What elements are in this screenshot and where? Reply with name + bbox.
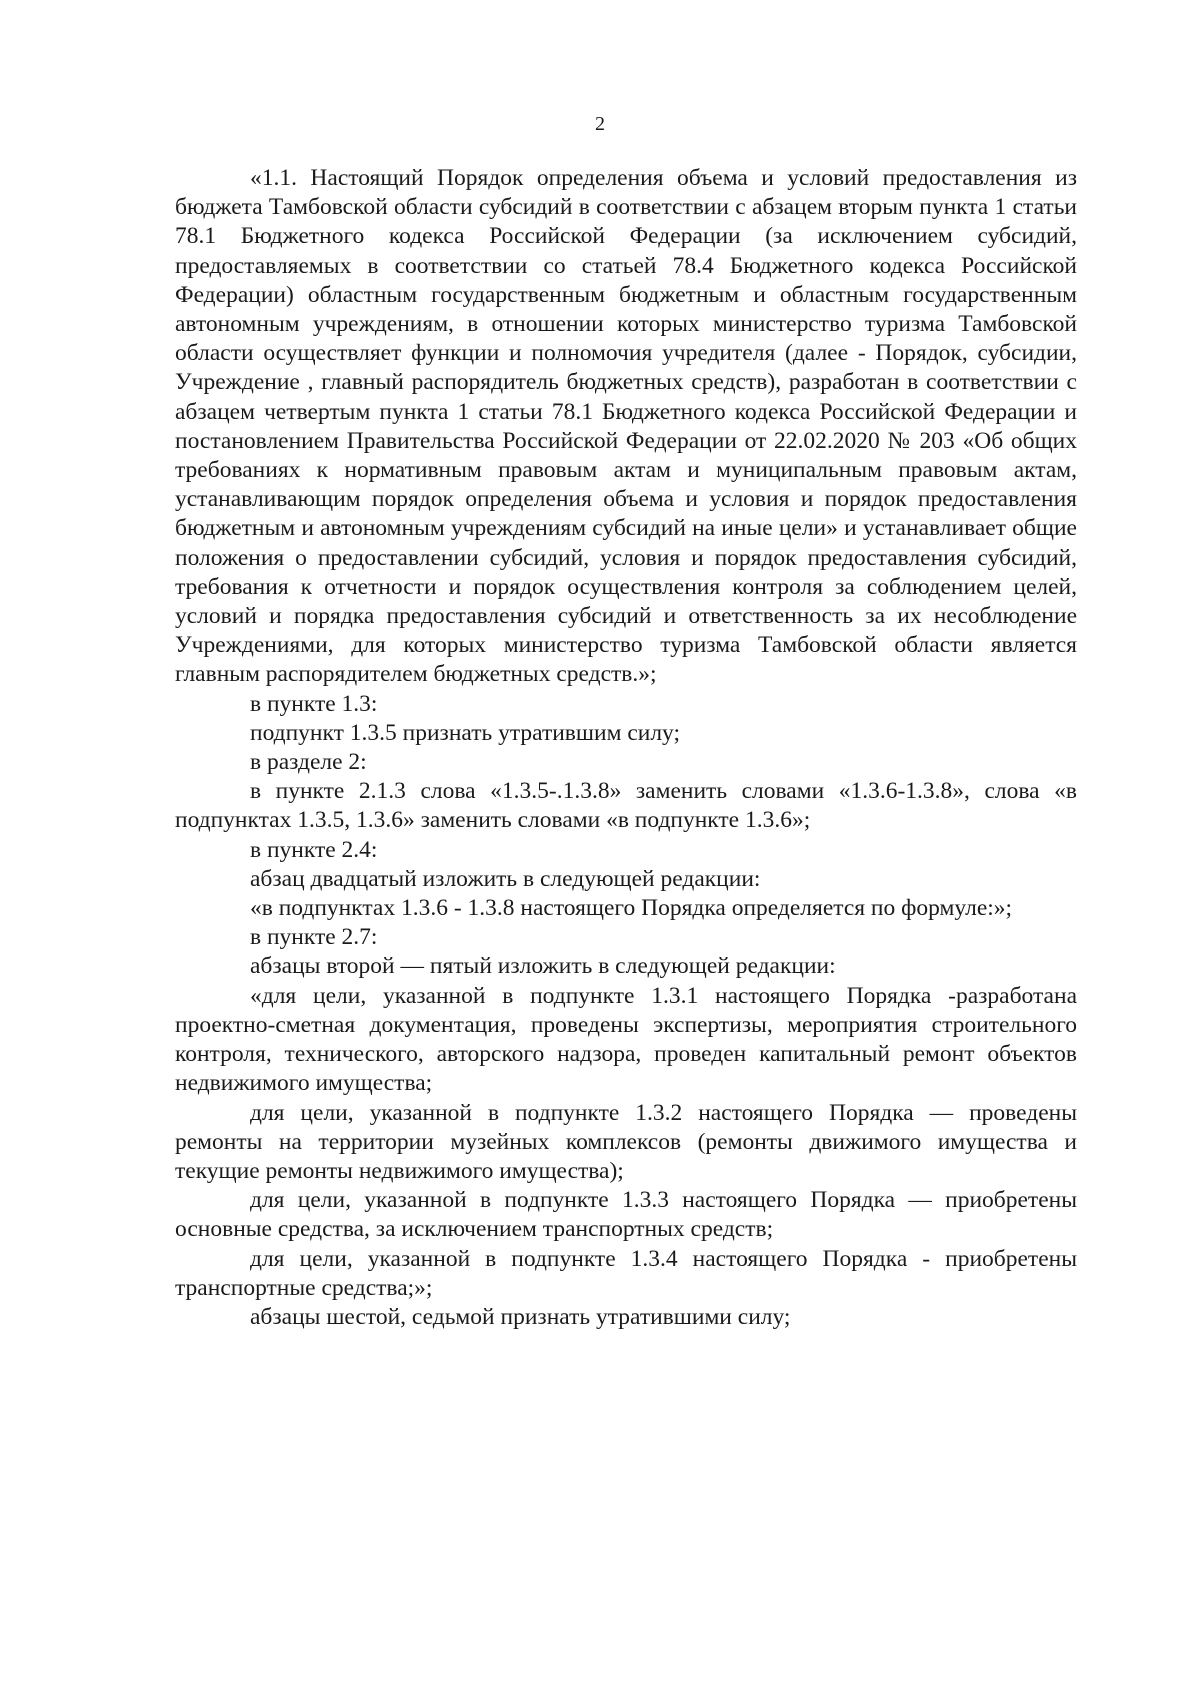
page-number: 2 (595, 113, 605, 135)
paragraph: в разделе 2: (250, 749, 367, 776)
paragraph: для цели, указанной в подпункте 1.3.4 настоящего Порядка - приобретены транспортные средства;»; (175, 1245, 1077, 1301)
paragraph: для цели, указанной в подпункте 1.3.3 настоящего Порядка — приобретены основные средства, за исключением транспортных средств; (175, 1187, 1077, 1243)
paragraph: подпункт 1.3.5 признать утратившим силу; (250, 719, 681, 746)
paragraph: в пункте 2.1.3 слова «1.3.5-.1.3.8» заменить словами «1.3.6-1.3.8», слова «в подпунктах 1.3.5, 1.3.6» заменить словами «в подпункте 1.3.6»; (175, 778, 1077, 834)
paragraph: для цели, указанной в подпункте 1.3.2 настоящего Порядка — проведены ремонты на территории музейных комплексов (ремонты движимого имущества и текущие ремонты недвижимого имущества); (175, 1099, 1077, 1184)
paragraph: абзацы второй — пятый изложить в следующей редакции: (250, 953, 836, 980)
paragraph: в пункте 1.3: (250, 690, 378, 717)
paragraph: абзац двадцатый изложить в следующей редакции: (250, 865, 761, 892)
document-body (175, 164, 1077, 1332)
paragraph: абзацы шестой, седьмой признать утратившими силу; (250, 1303, 791, 1330)
paragraph: в пункте 2.4: (250, 836, 378, 863)
paragraph: «в подпунктах 1.3.6 - 1.3.8 настоящего Порядка определяется по формуле:»; (250, 895, 1013, 922)
paragraph: в пункте 2.7: (250, 924, 378, 951)
paragraph: «для цели, указанной в подпункте 1.3.1 настоящего Порядка -разработана проектно-сметная документация, проведены экспертизы, мероприятия строительного контроля, технического, авторского надзора, проведен капитальный ремонт объектов недвижимого имущества; (175, 982, 1077, 1097)
paragraph-intro: «1.1. Настоящий Порядок определения объема и условий предоставления из бюджета Тамбовской области субсидий в соответствии с абзацем вторым пункта 1 статьи 78.1 Бюджетного кодекса Российской Федерации (за исключением субсидий, предоставляемых в соответствии со статьей 78.4 Бюджетного кодекса Российской Федерации) областным государственным бюджетным и областным государственным автономным учреждениям, в отношении которых министерство туризма Тамбовской области осуществляет функции и полномочия учредителя (далее - Порядок, субсидии, Учреждение , главный распорядитель бюджетных средств), разработан в соответствии с абзацем четвертым пункта 1 статьи 78.1 Бюджетного кодекса Российской Федерации и постановлением Правительства Российской Федерации от 22.02.2020 № 203 «Об общих требованиях к нормативным правовым актам и муниципальным правовым актам, устанавливающим порядок определения объема и условия и порядок предоставления бюджетным и автономным учреждениям субсидий на иные цели» и устанавливает общие положения о предоставлении субсидий, условия и порядок предоставления субсидий, требования к отчетности и порядок осуществления контроля за соблюдением целей, условий и порядка предоставления субсидий и ответственность за их несоблюдение Учреждениями, для которых министерство туризма Тамбовской области является главным распорядителем бюджетных средств.»; (175, 165, 1077, 688)
